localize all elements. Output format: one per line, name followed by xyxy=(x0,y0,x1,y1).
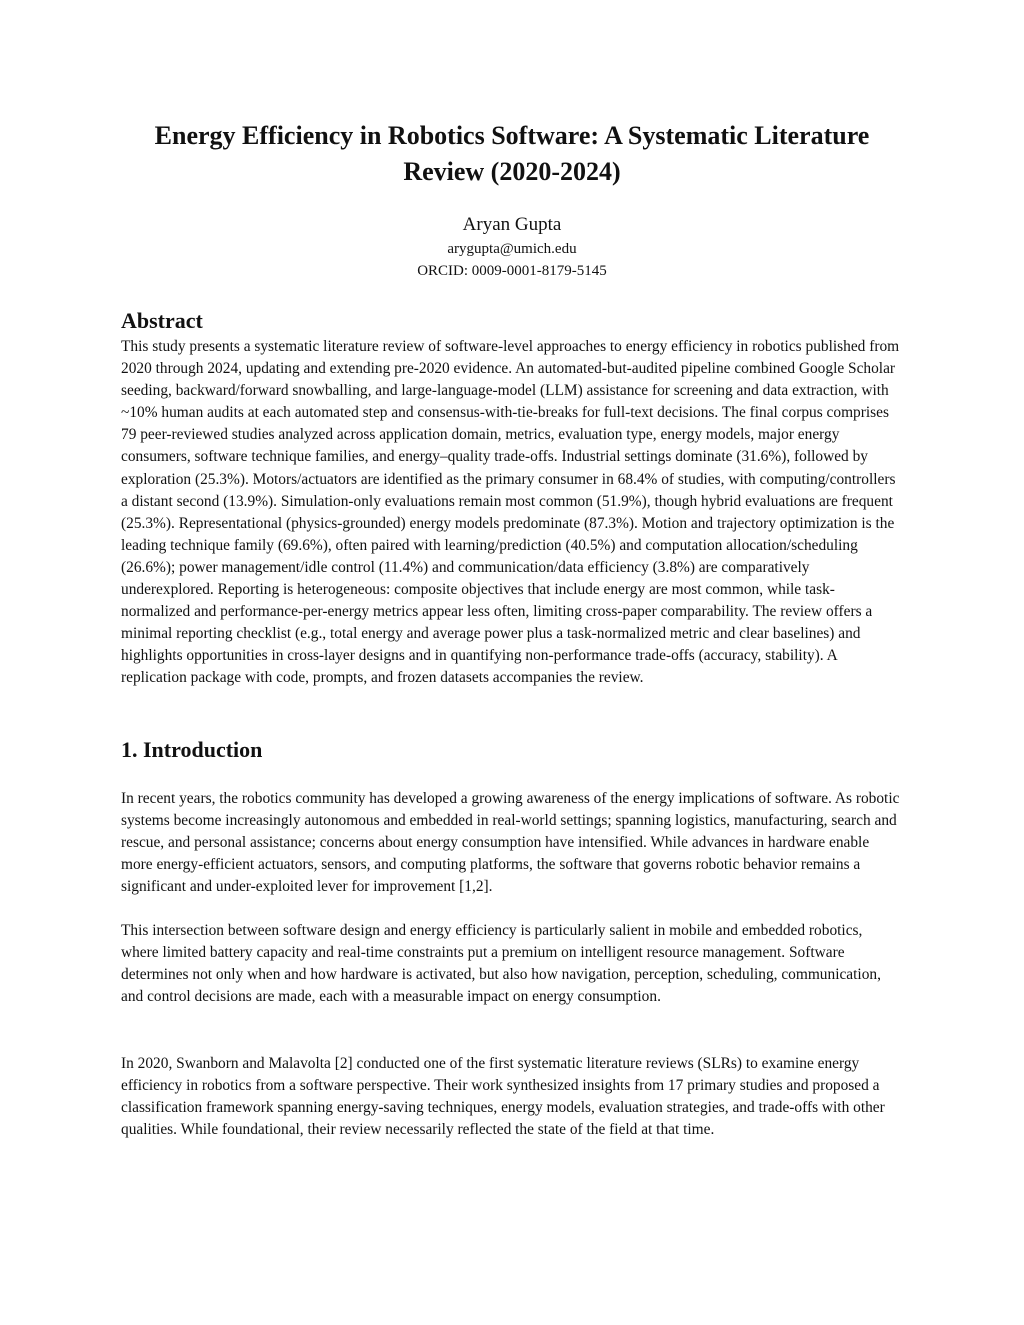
abstract-heading: Abstract xyxy=(121,308,203,333)
introduction-paragraph-1: In recent years, the robotics community has developed a growing awareness of the energy implications of software. As robotic systems become increasingly autonomous and embedded in real-world settings; spanning logistics, manufacturing, search and rescue, and personal assistance; concerns about energy consumption have intensified. While advances in hardware enable more energy-efficient actuators, sensors, and computing platforms, the software that governs robotic behavior remains a significant and under-exploited lever for improvement [1,2]. xyxy=(121,790,900,896)
abstract-body: This study presents a systematic literature review of software-level approaches to energy efficiency in robotics published from 2020 through 2024, updating and extending pre-2020 evidence. An automated-but-audited pipeline combined Google Scholar seeding, backward/forward snowballing, and large-language-model (LLM) assistance for screening and data extraction, with ~10% human audits at each automated step and consensus-with-tie-breaks for full-text decisions. The final corpus comprises 79 peer-reviewed studies analyzed across application domain, metrics, evaluation type, energy models, major energy consumers, software technique families, and energy–quality trade-offs. Industrial settings dominate (31.6%), followed by exploration (25.3%). Motors/actuators are identified as the primary consumer in 68.4% of studies, with computing/controllers a distant second (13.9%). Simulation-only evaluations remain most common (51.9%), though hybrid evaluations are frequent (25.3%). Representational (physics-grounded) energy models predominate (87.3%). Motion and trajectory optimization is the leading technique family (69.6%), often paired with learning/prediction (40.5%) and computation allocation/scheduling (26.6%); power management/idle control (11.4%) and communication/data efficiency (3.8%) are comparatively underexplored. Reporting is heterogeneous: composite objectives that include energy are most common, while task-normalized and performance-per-energy metrics appear less often, limiting cross-paper comparability. The review offers a minimal reporting checklist (e.g., total energy and average power plus a task-normalized metric and clear baselines) and highlights opportunities in cross-layer designs and in quantifying non-performance trade-offs (accuracy, stability). A replication package with code, prompts, and frozen datasets accompanies the review. xyxy=(121,338,900,687)
introduction-paragraph-2: This intersection between software design and energy efficiency is particularly salient in mobile and embedded robotics, where limited battery capacity and real-time constraints put a premium on intelligent resource management. Software determines not only when and how hardware is activated, but also how navigation, perception, scheduling, communication, and control decisions are made, each with a measurable impact on energy consumption. xyxy=(121,922,881,1006)
author-email: arygupta@umich.edu xyxy=(447,241,577,257)
introduction-paragraph-3: In 2020, Swanborn and Malavolta [2] conducted one of the first systematic literature reviews (SLRs) to examine energy efficiency in robotics from a software perspective. Their work synthesized insights from 17 primary studies and proposed a classification framework spanning energy-saving techniques, energy models, evaluation strategies, and trade-offs with other qualities. While foundational, their review necessarily reflected the state of the field at that time. xyxy=(121,1055,885,1139)
author-block xyxy=(121,212,903,282)
paper-title: Energy Efficiency in Robotics Software: A Systematic Literature Review (2020-2024) xyxy=(154,121,870,186)
introduction-heading: 1. Introduction xyxy=(121,737,263,762)
author-name: Aryan Gupta xyxy=(462,214,562,235)
author-orcid: ORCID: 0009-0001-8179-5145 xyxy=(417,263,607,279)
